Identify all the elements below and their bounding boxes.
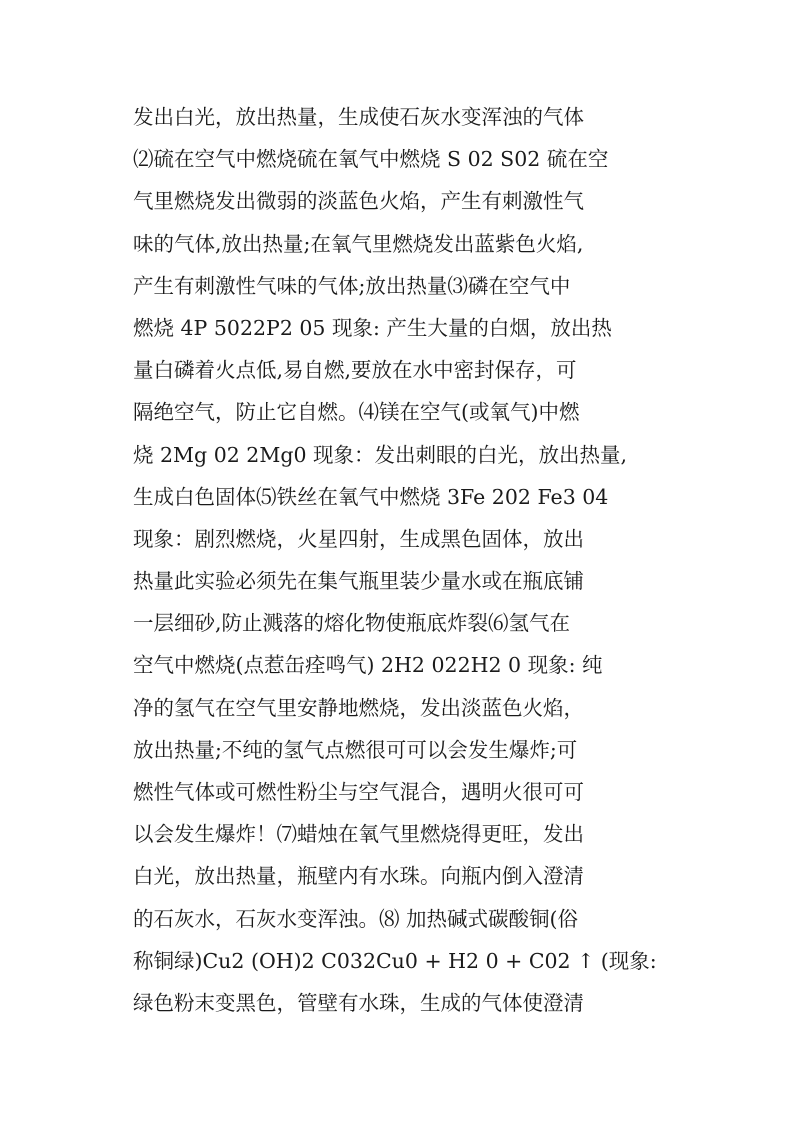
text-line: 气里燃烧发出微弱的淡蓝色火焰，产生有刺激性气 xyxy=(133,189,584,214)
text-line: 产生有刺激性气味的气体;放出热量⑶磷在空气中 xyxy=(133,273,571,298)
text-line: 隔绝空气，防止它自燃。⑷镁在空气(或氧气)中燃 xyxy=(133,400,580,425)
text-line: 现象：剧烈燃烧，火星四射，生成黑色固体，放出 xyxy=(133,526,584,551)
text-line: 以会发生爆炸！⑺蜡烛在氧气里燃烧得更旺，发出 xyxy=(133,822,584,847)
text-line: 味的气体,放出热量;在氧气里燃烧发出蓝紫色火焰, xyxy=(133,231,584,256)
text-line: ⑵硫在空气中燃烧硫在氧气中燃烧 S 02 S02 硫在空 xyxy=(133,147,609,172)
text-line: 的石灰水，石灰水变浑浊。⑻ 加热碱式碳酸铜(俗 xyxy=(133,906,579,931)
text-line: 净的氢气在空气里安静地燃烧，发出淡蓝色火焰， xyxy=(133,695,584,720)
text-line: 放出热量;不纯的氢气点燃很可可以会发生爆炸;可 xyxy=(133,737,578,762)
text-line: 热量此实验必须先在集气瓶里装少量水或在瓶底铺 xyxy=(133,569,584,594)
text-line: 生成白色固体⑸铁丝在氧气中燃烧 3Fe 202 Fe3 04 xyxy=(133,484,609,509)
text-line: 烧 2Mg 02 2Mg0 现象：发出刺眼的白光，放出热量, xyxy=(133,442,628,467)
text-line: 白光，放出热量，瓶壁内有水珠。向瓶内倒入澄清 xyxy=(133,864,584,889)
text-line: 燃性气体或可燃性粉尘与空气混合，遇明火很可可 xyxy=(133,780,584,804)
text-line: 绿色粉末变黑色，管壁有水珠，生成的气体使澄清 xyxy=(133,990,584,1015)
text-line: 一层细砂,防止溅落的熔化物使瓶底炸裂⑹氢气在 xyxy=(133,611,571,636)
text-line: 量白磷着火点低,易自燃,要放在水中密封保存，可 xyxy=(133,358,577,383)
text-line: 称铜绿)Cu2 (OH)2 C032Cu0 + H2 0 + C02 ↑ (现象: xyxy=(133,948,657,973)
text-line: 空气中燃烧(点惹缶痊鸣气) 2H2 022H2 0 现象: 纯 xyxy=(133,653,603,678)
text-line: 发出白光，放出热量，生成使石灰水变浑浊的气体 xyxy=(133,105,584,129)
text-line: 燃烧 4P 5022P2 05 现象: 产生大量的白烟，放出热 xyxy=(133,315,612,340)
document-body xyxy=(133,96,673,1024)
